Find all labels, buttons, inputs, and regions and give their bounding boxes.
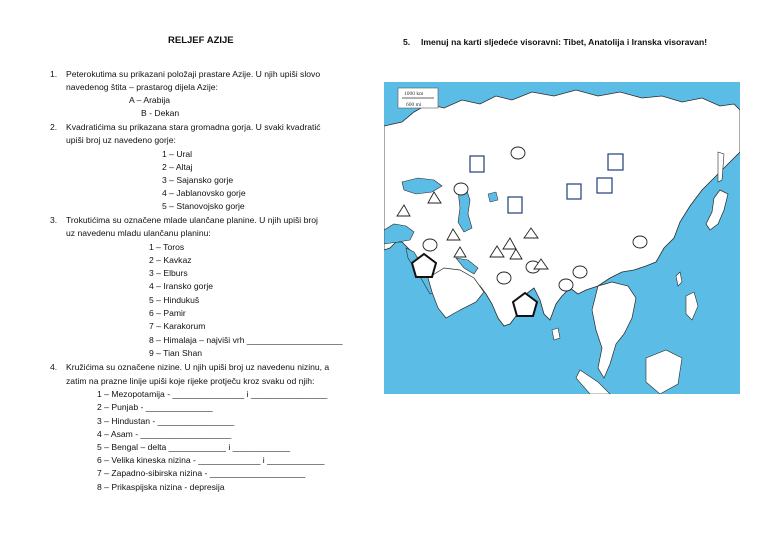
task1-line2: navedenog štita – prastarog dijela Azije: — [66, 82, 218, 92]
list-item: 1 – Toros — [149, 242, 185, 252]
list-item: 7 – Zapadno-sibirska nizina - ____________________ — [97, 468, 306, 478]
task5-text: Imenuj na karti sljedeće visoravni: Tibet, Anatolija i Iranska visoravan! — [421, 37, 708, 47]
list-item: 4 – Asam - ___________________ — [97, 429, 232, 439]
lowland-circle — [633, 236, 647, 248]
task2-number: 2. — [50, 122, 58, 132]
list-item: A – Arabija — [129, 95, 171, 105]
list-item: 7 – Karakorum — [149, 321, 206, 331]
task1-number: 1. — [50, 69, 58, 79]
list-item: 3 – Sajansko gorje — [162, 175, 234, 185]
lowland-circle — [573, 266, 587, 278]
list-item: 1 – Mezopotamija - _______________ i ________________ — [97, 389, 328, 399]
list-item: 5 – Stanovojsko gorje — [162, 201, 245, 211]
task1-line1: Peterokutima su prikazani položaji prastare Azije. U njih upiši slovo — [66, 69, 321, 79]
lowland-circle — [559, 279, 573, 291]
aral-sea — [488, 192, 498, 202]
list-item: 5 – Bengal – delta ____________ i ____________ — [97, 442, 291, 452]
task4-line2: zatim na prazne linije upiši koje rijeke protječu kroz svaku od njih: — [66, 376, 315, 386]
task5-number: 5. — [403, 37, 411, 47]
asia-relief-map — [384, 82, 740, 394]
page-title: RELJEF AZIJE — [168, 35, 234, 46]
list-item: 6 – Pamir — [149, 308, 186, 318]
task4-number: 4. — [50, 362, 58, 372]
list-item: 4 – Iransko gorje — [149, 281, 214, 291]
task2-line1: Kvadratićima su prikazana stara gromadna gorja. U svaki kvadratić — [66, 122, 321, 132]
list-item: 2 – Punjab - ______________ — [97, 402, 213, 412]
list-item: B - Dekan — [141, 108, 180, 118]
list-item: 3 – Elburs — [149, 268, 188, 278]
list-item: 9 – Tian Shan — [149, 348, 203, 358]
task4-line1: Kružićima su označene nizine. U njih upiši broj uz navedenu nizinu, a — [66, 362, 330, 372]
task2-line2: upiši broj uz navedeno gorje: — [66, 135, 176, 145]
list-item: 2 – Altaj — [162, 162, 193, 172]
list-item: 3 – Hindustan - ________________ — [97, 416, 235, 426]
list-item: 5 – Hindukuš — [149, 295, 200, 305]
list-item: 1 – Ural — [162, 149, 193, 159]
task3-line1: Trokutićima su označene mlade ulančane planine. U njih upiši broj — [66, 215, 318, 225]
lowland-circle — [423, 239, 437, 251]
list-item: 4 – Jablanovsko gorje — [162, 188, 246, 198]
list-item: 8 – Himalaja – najviši vrh ____________________ — [149, 335, 343, 345]
list-item: 6 – Velika kineska nizina - _____________ i ____________ — [97, 455, 325, 465]
task3-number: 3. — [50, 215, 58, 225]
task3-line2: uz navedenu mladu ulančanu planinu: — [66, 228, 211, 238]
scale-top-label: 1000 km — [404, 91, 424, 97]
lowland-circle — [454, 183, 468, 195]
lowland-circle — [497, 272, 511, 284]
scale-bottom-label: 600 mi — [406, 102, 422, 108]
list-item: 8 – Prikaspijska nizina - depresija — [97, 482, 225, 492]
list-item: 2 – Kavkaz — [149, 255, 192, 265]
lowland-circle — [511, 147, 525, 159]
